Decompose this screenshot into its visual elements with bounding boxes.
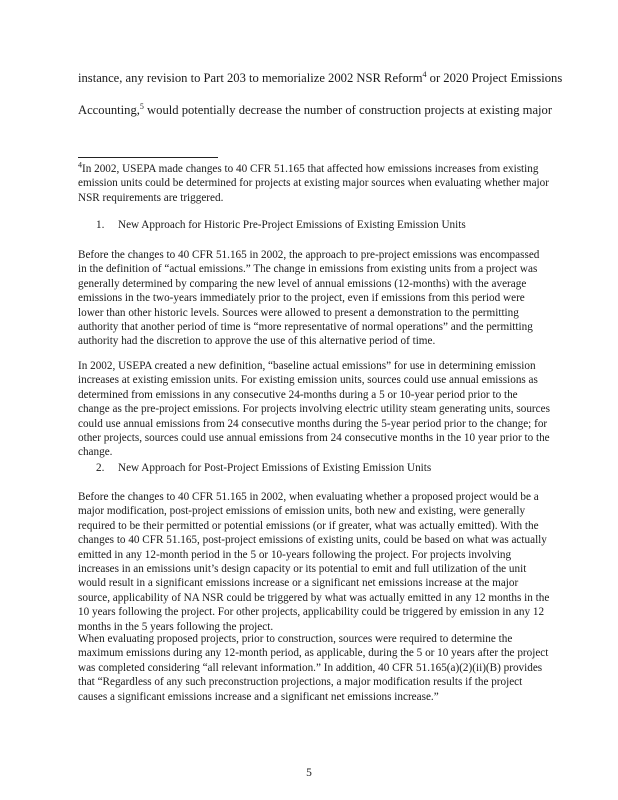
section2-paragraph-1: Before the changes to 40 CFR 51.165 in 2002, when evaluating whether a proposed project would be a major modification, post-project emissions of emission units, both new and existing, were generally required to be their permitted or potential emissions (or if greater, what was actually emitted). With the changes to 40 CFR 51.165, post-project emissions of existing units, could be based on what was actually emitted in any 12-month period in the 5 or 10-years following the project. For projects involving increases in an emissions unit’s design capacity or its potential to emit and full utilization of the unit would result in a significant emissions increase or a significant net emissions increase at the major source, applicability of NA NSR could be triggered by what was actually emitted in any 12 months in the 10 years following the project. For other projects, applicability could be triggered by emission in any 12 months in the 5 years following the project. xyxy=(78,491,550,633)
page-number: 5 xyxy=(306,767,312,779)
section-title: New Approach for Post-Project Emissions of Existing Emission Units xyxy=(118,462,432,474)
body-text: would potentially decrease the number of construction projects at existing major xyxy=(143,103,553,117)
body-text-line-1 xyxy=(78,69,563,86)
body-text: instance, any revision to Part 203 to memorialize 2002 NSR Reform xyxy=(78,71,423,85)
body-text-line-2 xyxy=(78,101,553,118)
footnote-reference-5[interactable]: 5 xyxy=(139,101,144,111)
section-number: 1. xyxy=(96,219,105,231)
section-heading-2 xyxy=(96,461,556,475)
section-number: 2. xyxy=(96,462,105,474)
footnote-4 xyxy=(78,162,550,205)
body-text: Accounting, xyxy=(78,103,140,117)
footnote-text: In 2002, USEPA made changes to 40 CFR 51.165 that affected how emissions increases from existing emission units could be determined for projects at existing major sources when evaluating whether major NSR requirements are triggered. xyxy=(78,163,549,204)
section1-paragraph-1: Before the changes to 40 CFR 51.165 in 2002, the approach to pre-project emissions was encompassed in the definition of “actual emissions.” The change in emissions from existing units from a project was generally determined by comparing the new level of annual emissions (12-months) with the average emissions in the two-years immediately prior to the project, even if emissions from this period were lower than other historic levels. Sources were allowed to present a demonstration to the permitting authority that another period of time is “more representative of normal operations” and the permitting authority had the discretion to approve the use of this alternative period of time. xyxy=(78,249,540,348)
footnote-reference-4[interactable]: 4 xyxy=(422,69,427,79)
footnote-marker: 4 xyxy=(78,160,82,170)
section2-paragraph-2: When evaluating proposed projects, prior to construction, sources were required to determine the maximum emissions during any 12-month period, as applicable, during the 5 or 10 years after the project was completed considering “all relevant information.” In addition, 40 CFR 51.165(a)(2)(ii)(B) provides that “Regardless of any such preconstruction projections, a major modification results if the project causes a significant emissions increase and a significant net emissions increase.” xyxy=(78,633,549,703)
body-text: or 2020 Project Emissions xyxy=(426,71,563,85)
section-heading-1 xyxy=(96,218,556,232)
section1-paragraph-2: In 2002, USEPA created a new definition, “baseline actual emissions” for use in determining emission increases at existing emission units. For existing emission units, sources could use annual emissions as determined from emissions in any consecutive 24-months during a 5 or 10-year period prior to the change as the pre-project emissions. For projects involving electric utility steam generating units, sources could use annual emissions from 24 consecutive months during the 5-year period prior to the change; for other projects, sources could use annual emissions from 24 consecutive months in the 10 year prior to the change. xyxy=(78,360,550,459)
section-title: New Approach for Historic Pre-Project Emissions of Existing Emission Units xyxy=(118,219,466,231)
footnote-divider xyxy=(78,157,218,158)
